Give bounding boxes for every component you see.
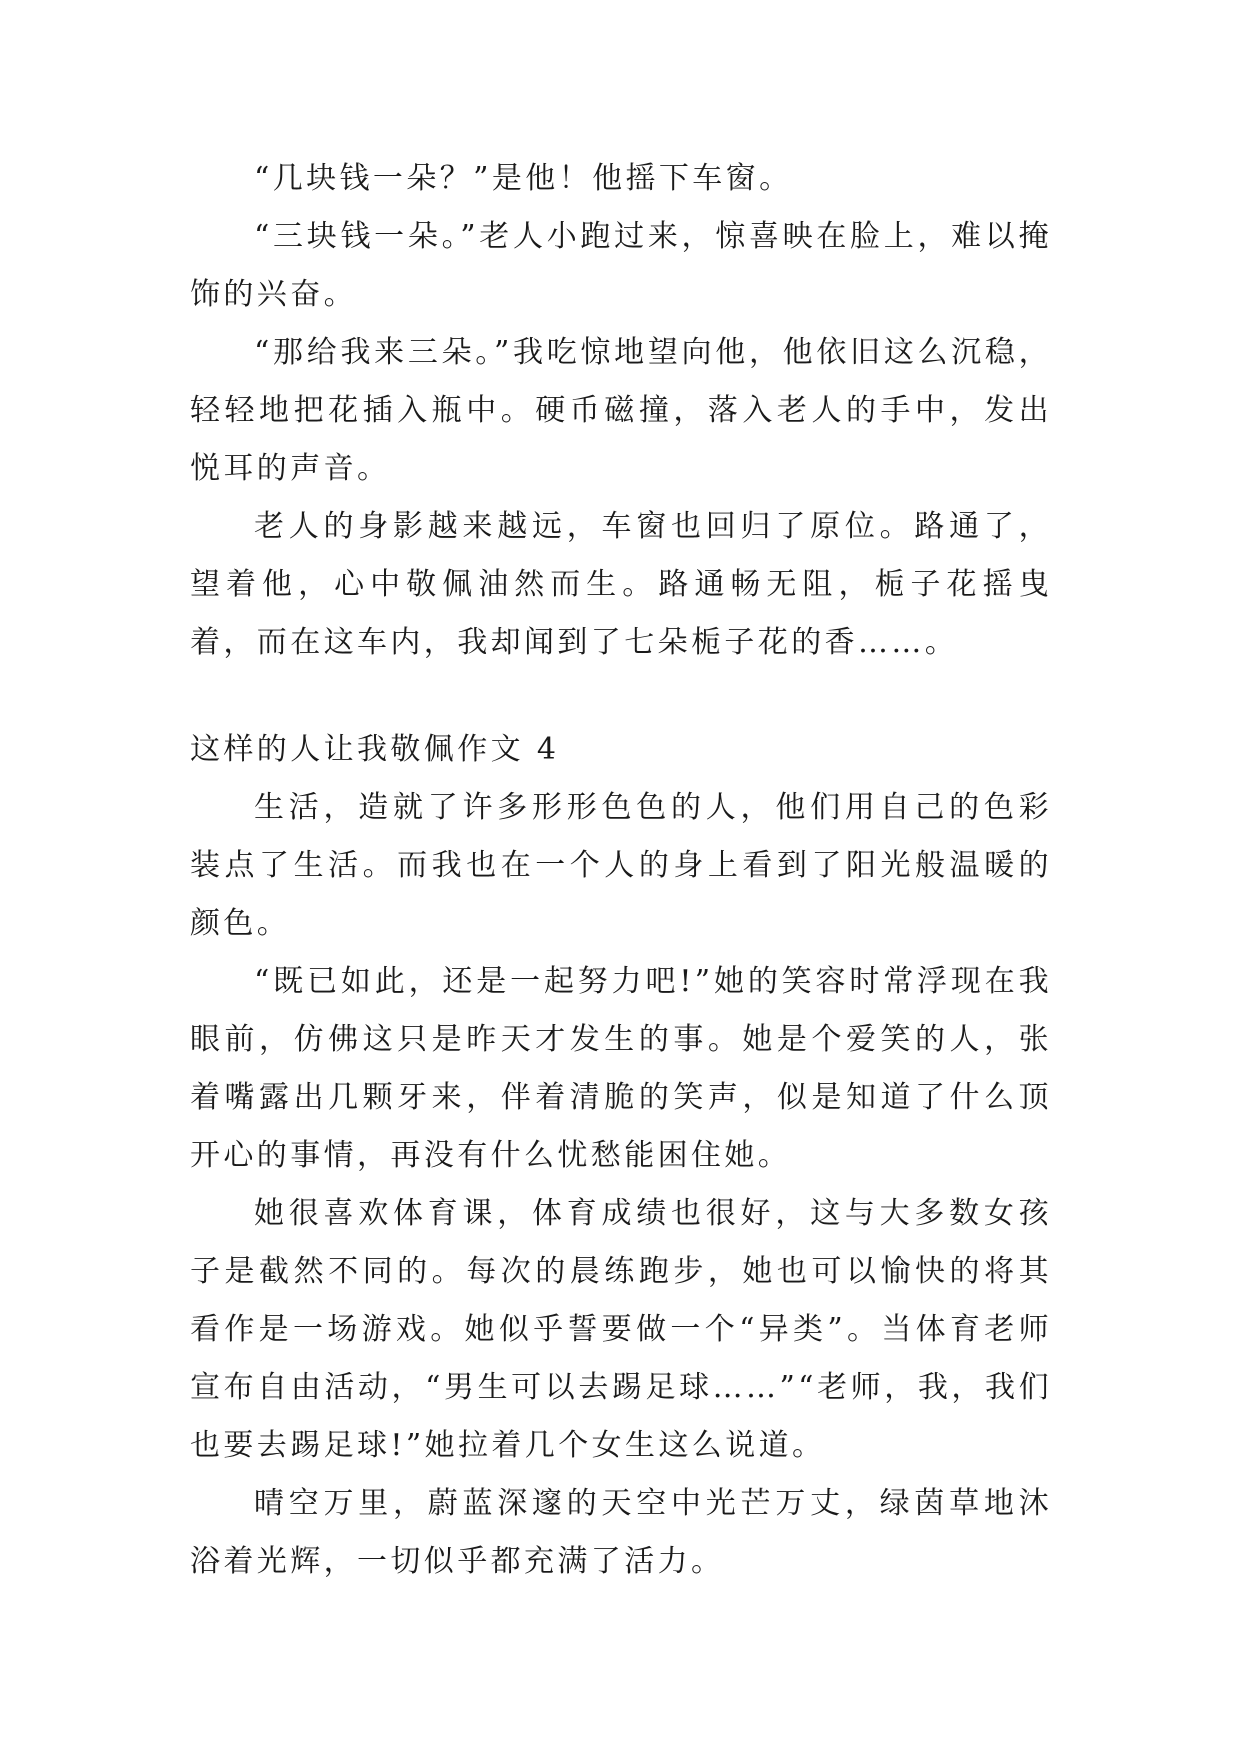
paragraph: “几块钱一朵？”是他！他摇下车窗。 [254,161,793,196]
paragraph: 她很喜欢体育课，体育成绩也很好，这与大多数女孩子是截然不同的。每次的晨练跑步，她也可以愉快的将其看作是一场游戏。她似乎誓要做一个“异类”。当体育老师宣布自由活动，“男生可以去踢足球……”“老师，我，我们也要去踢足球!”她拉着几个女生这么说道。 [190,1196,1052,1463]
paragraph: “既已如此，还是一起努力吧!”她的笑容时常浮现在我眼前，仿佛这只是昨天才发生的事。她是个爱笑的人，张着嘴露出几颗牙来，伴着清脆的笑声，似是知道了什么顶开心的事情，再没有什么忧愁能困住她。 [190,964,1052,1173]
document-body [190,150,1052,1591]
paragraph: 老人的身影越来越远，车窗也回归了原位。路通了，望着他，心中敬佩油然而生。路通畅无阻，栀子花摇曳着，而在这车内，我却闻到了七朵栀子花的香……。 [190,509,1052,660]
paragraph: 生活，造就了许多形形色色的人，他们用自己的色彩装点了生活。而我也在一个人的身上看到了阳光般温暖的颜色。 [190,790,1052,941]
paragraph: “三块钱一朵。”老人小跑过来，惊喜映在脸上，难以掩饰的兴奋。 [190,219,1052,312]
paragraph: 晴空万里，蔚蓝深邃的天空中光芒万丈，绿茵草地沐浴着光辉，一切似乎都充满了活力。 [190,1486,1052,1579]
section-title: 这样的人让我敬佩作文 4 [190,732,560,767]
paragraph: “那给我来三朵。”我吃惊地望向他，他依旧这么沉稳，轻轻地把花插入瓶中。硬币磁撞，落入老人的手中，发出悦耳的声音。 [190,335,1052,486]
